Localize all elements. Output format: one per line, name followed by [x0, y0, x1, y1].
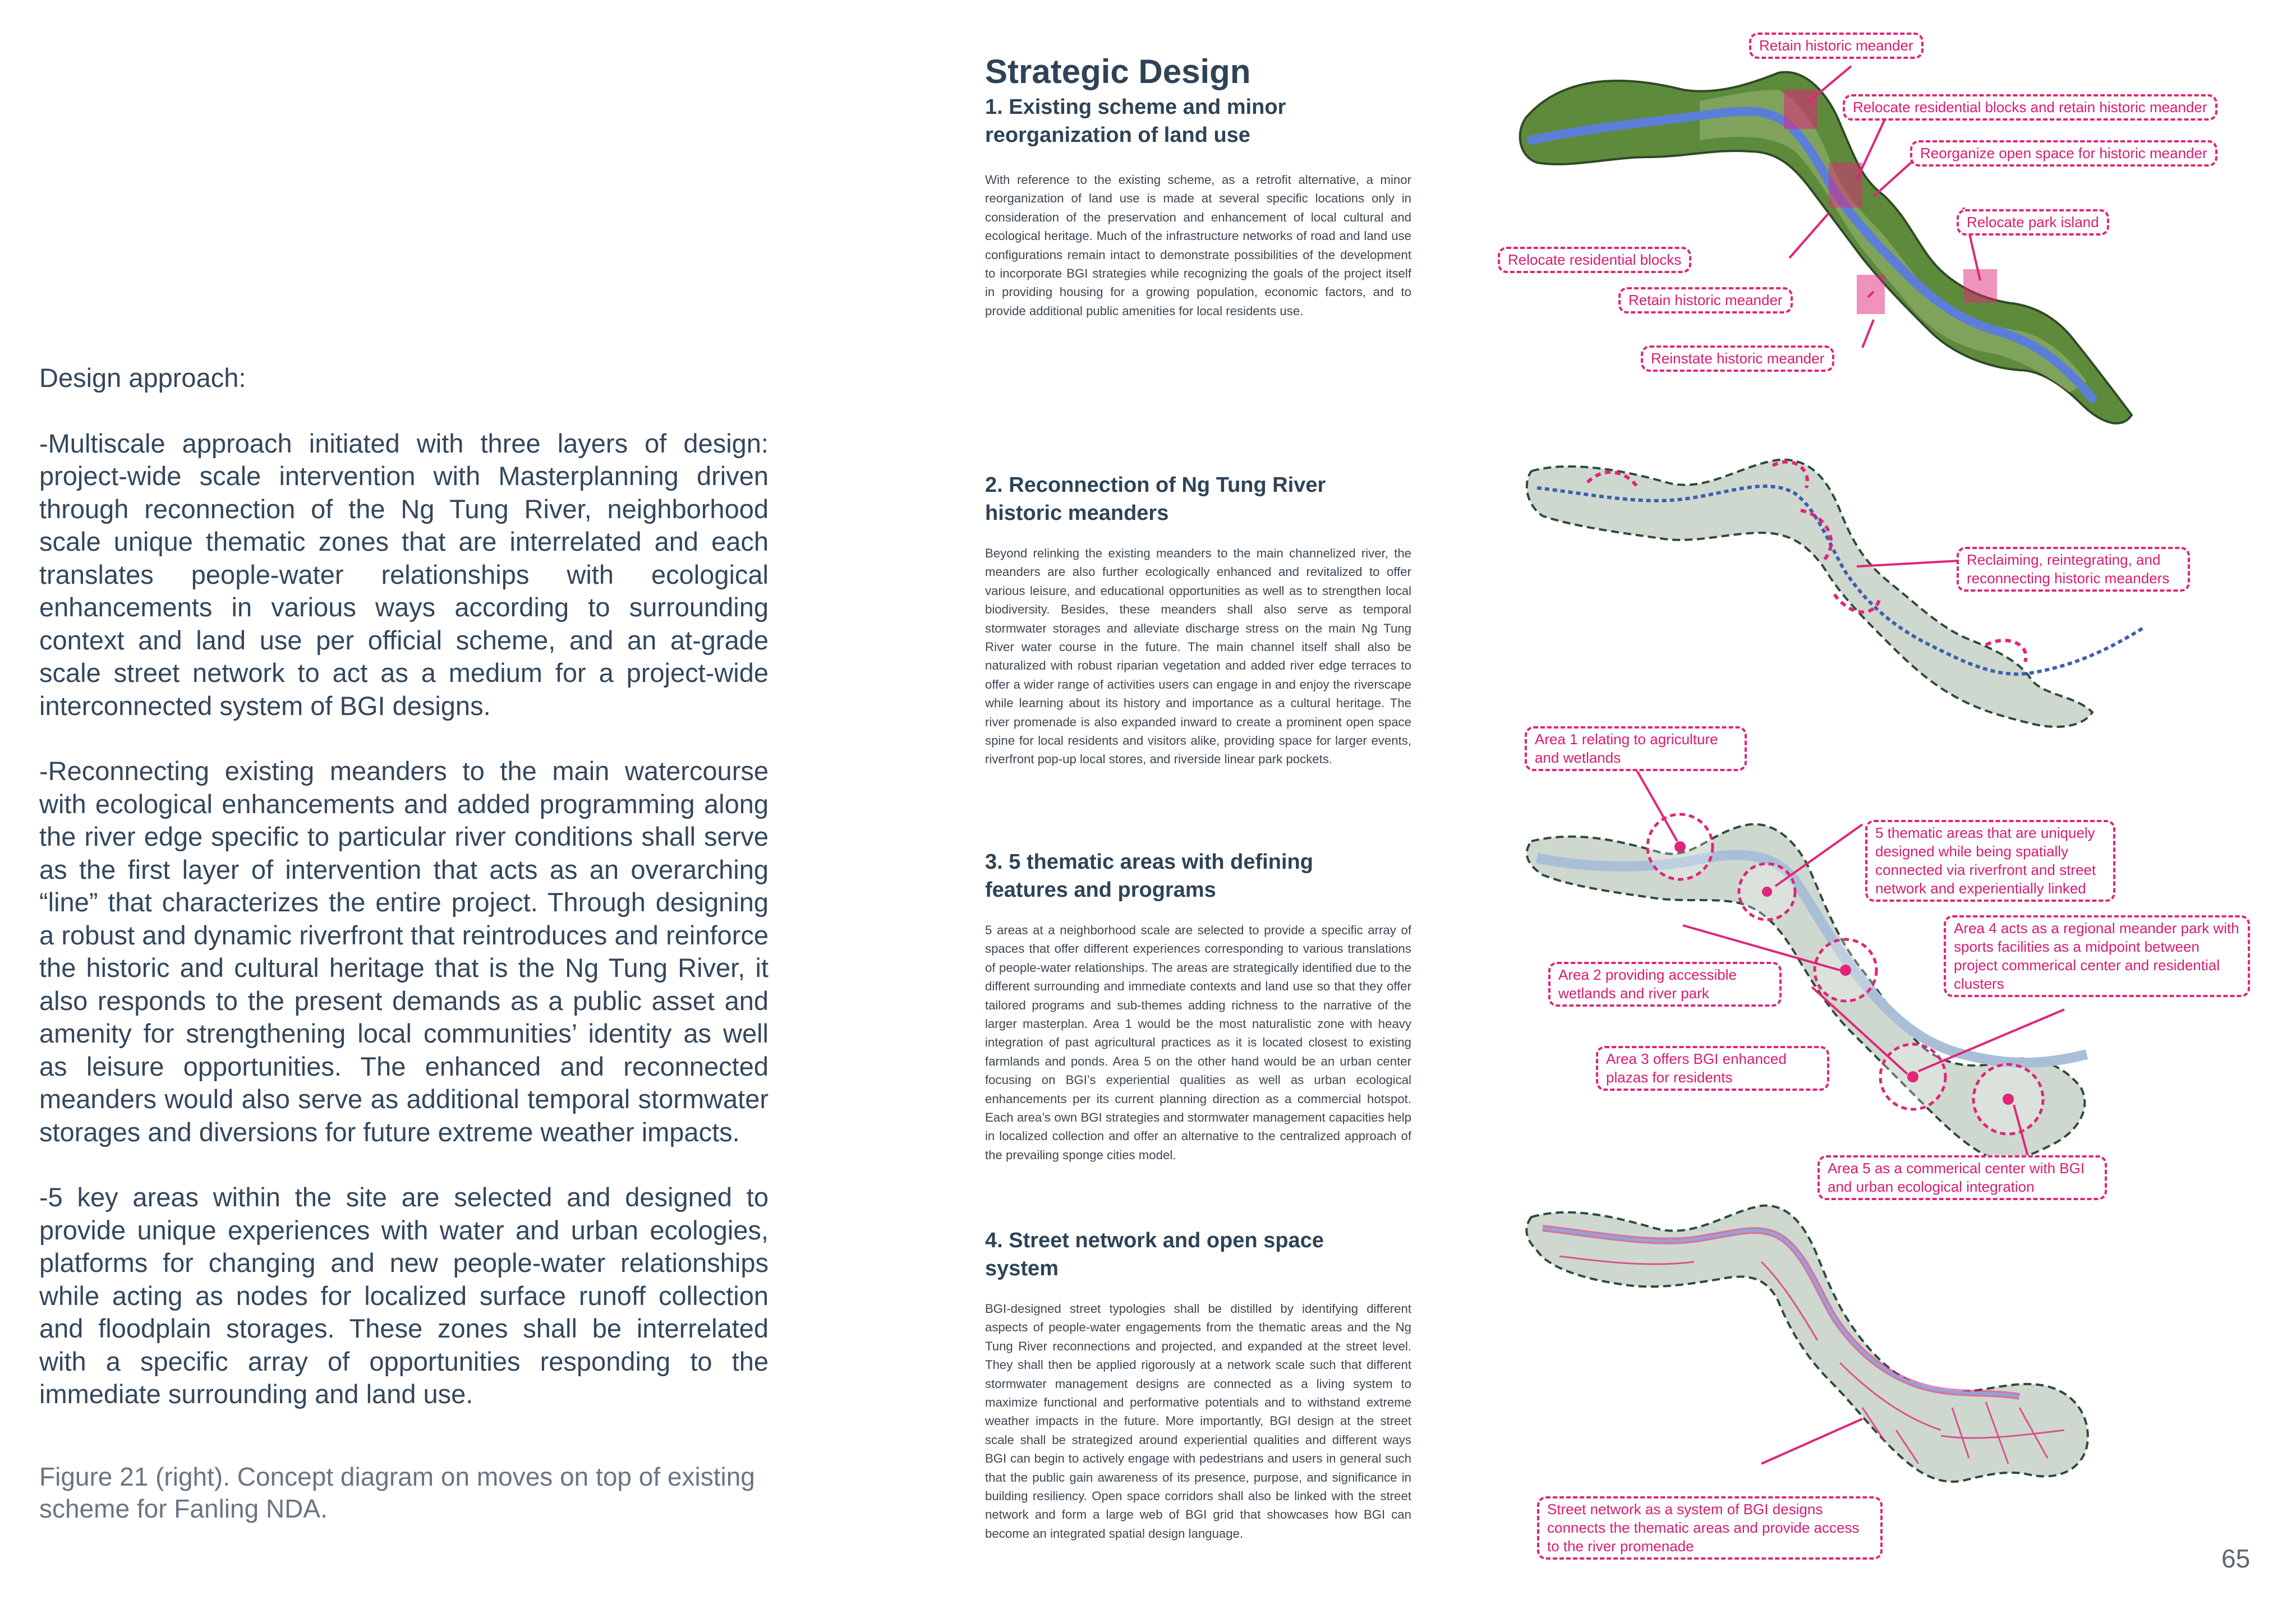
leader-line: [1761, 1419, 1862, 1464]
section-3: [985, 848, 1411, 1164]
label-retain-historic-meander-2: Retain historic meander: [1618, 287, 1793, 313]
highlight-block-2: [1829, 163, 1862, 208]
section-heading: 1. Existing scheme and minor reorganization of land use: [985, 95, 1286, 147]
section-body: Beyond relinking the existing meanders to the main channelized river, the meanders are also further ecologically enhanced and revitalized to offer various leisure, and educational opportunities as well as to strengthen local biodiversity. Besides, these meanders shall also serve as temporal stormwater storages and alleviate discharge stress on the main Ng Tung River water course in the future. The main channel itself shall also be naturalized with robust riparian vegetation and added river edge terraces to offer a wider range of activities users can engage in and enjoy the riverscape while learning about its history and importance as a cultural heritage. The river promenade is also expanded inward to create a prominent open space spine for local residents and visitors alike, providing space for larger events, riverfront pop-up local stores, and riverside linear park pockets.: [985, 546, 1411, 767]
site-outline: [1526, 1206, 2088, 1482]
section-body: 5 areas at a neighborhood scale are selected to provide a specific array of spaces that offer different experiences corresponding to various translations of people-water relationships. The areas are strategically identified due to the different surrounding and immediate contexts and land use so that they offer tailored programs and sub-themes adding richness to the narrative of the larger masterplan. Area 1 would be the most naturalistic zone with heavy integration of past agricultural practices as it is located closest to existing farmlands and ponds. Area 5 on the other hand would be an urban center focusing on BGI’s experiential qualities as well as urban ecological enhancements per its current planning direction as a commercial hotspot. Each area’s own BGI strategies and stormwater management capacities help in localized collection and offer an alternative to the centralized approach of the prevailing sponge cities model.: [985, 923, 1411, 1162]
label-area-2: Area 2 providing accessible wetlands and river park: [1548, 962, 1782, 1007]
section-1: [985, 93, 1411, 320]
label-street-network: Street network as a system of BGI designs connects the thematic areas and provide access to the river promenade: [1537, 1496, 1883, 1560]
label-area-3: Area 3 offers BGI enhanced plazas for residents: [1596, 1046, 1829, 1091]
leader-line: [1857, 561, 1958, 566]
page-number: 65: [2221, 1544, 2251, 1573]
label-relocate-residential-blocks: Relocate residential blocks: [1498, 247, 1691, 273]
label-reinstate-historic-meander: Reinstate historic meander: [1641, 345, 1834, 372]
label-area-5: Area 5 as a commerical center with BGI and urban ecological integration: [1818, 1155, 2107, 1200]
highlight-block-4: [1963, 269, 1997, 303]
label-relocate-park-island: Relocate park island: [1957, 209, 2109, 236]
section-2: [985, 471, 1411, 769]
paragraph-key-areas: -5 key areas within the site are selected and designed to provide unique experiences with water and urban ecologies, platforms for changing and new people-water relationships while acting as nodes for localized surface runoff collection and floodplain storages. These zones shall be interrelated with a specific array of opportunities responding to the immediate surrounding and land use.: [39, 1182, 769, 1409]
figure-caption: Figure 21 (right). Concept diagram on moves on top of existing scheme for Fanling NDA.: [39, 1462, 755, 1523]
label-reclaiming-meanders: Reclaiming, reintegrating, and reconnecting historic meanders: [1957, 547, 2190, 592]
label-area-4: Area 4 acts as a regional meander park with sports facilities as a midpoint between project commerical center and residential clusters: [1944, 915, 2250, 997]
map-street-network: [1526, 1195, 2177, 1509]
design-approach-heading: Design approach:: [39, 363, 246, 393]
section-4: [985, 1227, 1411, 1543]
label-reorganize-open-space: Reorganize open space for historic meander: [1910, 140, 2217, 167]
paragraph-meanders: -Reconnecting existing meanders to the main watercourse with ecological enhancements and added programming along the river edge specific to particular river conditions shall serve as the first layer of intervention that acts as an overarching “line” that characterizes the entire project. Through designing a robust and dynamic riverfront that reintroduces and reinforce the historic and cultural heritage that is the Ng Tung River, it also responds to the present demands as a public asset and amenity for strengthening local communities’ identity as well as leisure opportunities. The enhanced and reconnected meanders would also serve as additional temporal stormwater storages and diversions for future extreme weather impacts.: [39, 756, 769, 1147]
design-approach-text: [39, 362, 769, 1444]
label-relocate-residential-retain-meander: Relocate residential blocks and retain historic meander: [1843, 94, 2217, 121]
strategic-design-column: [985, 52, 1411, 1541]
section-heading: 4. Street network and open space system: [985, 1229, 1324, 1280]
highlight-block-1: [1784, 90, 1818, 129]
section-body: BGI-designed street typologies shall be distilled by identifying different aspects of people-water engagements from the thematic areas and the Ng Tung River reconnections and projected, and expanded at the street level. They shall then be applied rigorously at a network scale such that different stormwater management designs are connected as a living system to maximize functional and performative potentials and to withstand extreme weather impacts in the future. More importantly, BGI design at the street scale shall be strategized around experiential qualities and different ways BGI can begin to actively engage with pedestrians and users in general such that the public gain awareness of its presence, purpose, and significance in building resiliency. Open space corridors shall also be linked with the street network and form a large web of BGI grid that showcases how BGI can become an integrated spatial design language.: [985, 1302, 1411, 1541]
section-body: With reference to the existing scheme, as a retrofit alternative, a minor reorganization of land use is made at several specific locations only in consideration of the preservation and enhancement of local cultural and ecological heritage. Much of the infrastructure networks of road and land use configurations remain intact to demonstrate possibilities of the development to incorporate BGI strategies while recognizing the goals of the project itself in providing housing for a growing population, economic factors, and to provide additional public amenities for local residents use.: [985, 173, 1411, 318]
section-heading: 3. 5 thematic areas with defining features and programs: [985, 850, 1313, 902]
label-five-thematic-areas: 5 thematic areas that are uniquely designed while being spatially connected via riverfront and street network and experientially linked: [1865, 820, 2115, 902]
site-outline: [1527, 460, 2092, 727]
page-title: Strategic Design: [985, 53, 1251, 90]
map-meander-reconnection: [1526, 449, 2177, 740]
paragraph-multiscale: -Multiscale approach initiated with three layers of design: project-wide scale intervention with Masterplanning driven through reconnection of the Ng Tung River, neighborhood scale unique thematic zones that are interrelated and each translates people-water relationships with ecological enhancements in various ways according to surrounding context and land use per official scheme, and an at-grade scale street network to act as a medium for a project-wide interconnected system of BGI designs.: [39, 428, 769, 721]
label-retain-historic-meander: Retain historic meander: [1749, 33, 1924, 59]
section-heading: 2. Reconnection of Ng Tung River historic meanders: [985, 473, 1326, 525]
label-area-1: Area 1 relating to agriculture and wetlands: [1525, 726, 1747, 771]
